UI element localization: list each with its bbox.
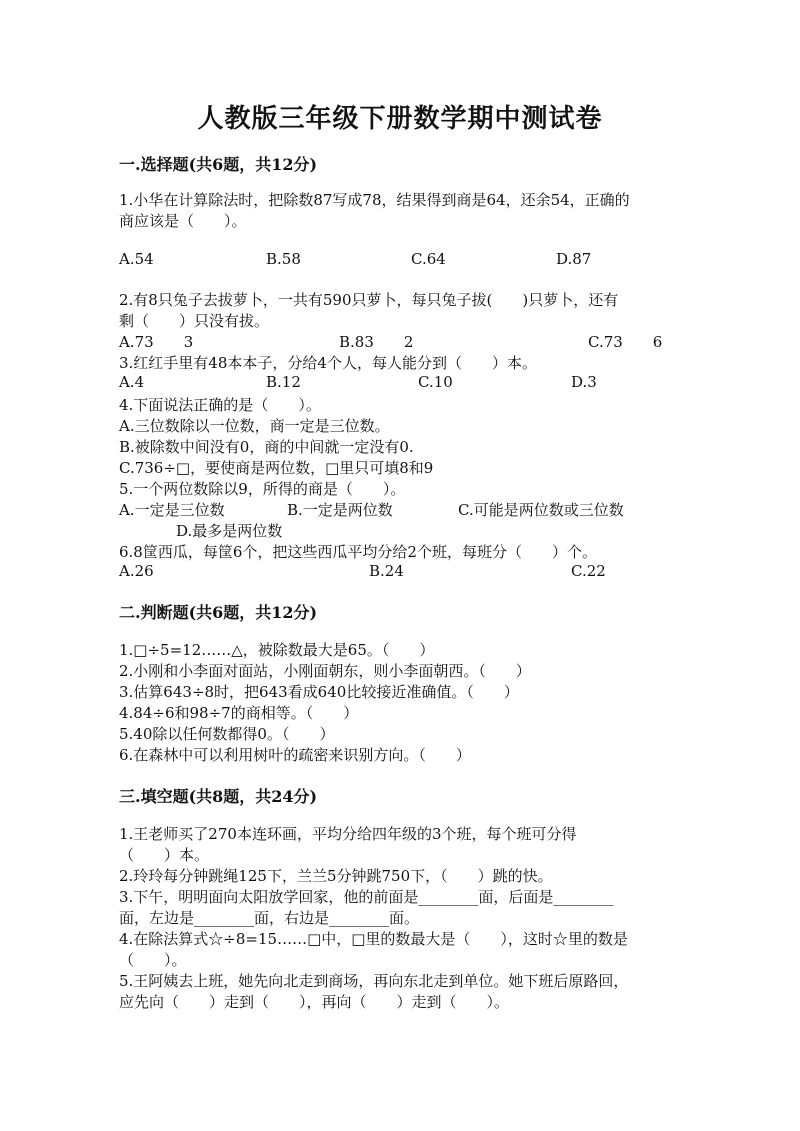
fill-line-2: （ ）本。 xyxy=(119,846,210,864)
judge-item-3: 3.估算643÷8时，把643看成640比较接近准确值。（ ） xyxy=(119,683,519,701)
section-heading-choice: 一.选择题(共6题，共12分) xyxy=(119,155,318,174)
fill-line-9: 应先向（ ）走到（ ），再向（ ）走到（ ）。 xyxy=(119,993,510,1011)
question-1-option-b: B.58 xyxy=(266,250,301,268)
fill-line-4: 3.下午，明明面向太阳放学回家，他的前面是________面，后面是________ xyxy=(119,888,614,906)
question-5-option-d: D.最多是两位数 xyxy=(176,522,283,540)
page-title: 人教版三年级下册数学期中测试卷 xyxy=(197,104,603,134)
question-2-line-1: 2.有8只兔子去拔萝卜，一共有590只萝卜，每只兔子拔( )只萝卜，还有 xyxy=(119,291,619,309)
fill-line-1: 1.王老师买了270本连环画，平均分给四年级的3个班，每个班可分得 xyxy=(119,825,577,843)
question-5-text: 5.一个两位数除以9，所得的商是（ ）。 xyxy=(119,480,406,498)
question-6-option-a: A.26 xyxy=(119,562,154,580)
question-1-option-c: C.64 xyxy=(411,250,446,268)
question-1-option-a: A.54 xyxy=(119,250,154,268)
question-4-option-c: C.736÷□，要使商是两位数，□里只可填8和9 xyxy=(119,459,434,477)
question-5-option-b: B.一定是两位数 xyxy=(287,501,393,519)
question-2-option-a: A.73 3 xyxy=(119,333,194,351)
fill-line-7: （ ）。 xyxy=(119,951,187,969)
question-2-line-2: 剩（ ）只没有拔。 xyxy=(119,312,270,330)
question-4-option-a: A.三位数除以一位数，商一定是三位数。 xyxy=(119,417,390,435)
fill-line-5: 面，左边是________面，右边是________面。 xyxy=(119,909,420,927)
question-3-option-c: C.10 xyxy=(418,373,453,391)
question-1-line-1: 1.小华在计算除法时，把除数87写成78，结果得到商是64，还余54，正确的 xyxy=(119,191,630,209)
judge-item-1: 1.□÷5=12……△，被除数最大是65。（ ） xyxy=(119,641,435,659)
judge-item-5: 5.40除以任何数都得0。（ ） xyxy=(119,725,335,743)
question-5-option-a: A.一定是三位数 xyxy=(119,501,225,519)
question-2-option-c: C.73 6 xyxy=(588,333,663,351)
question-6-option-b: B.24 xyxy=(369,562,404,580)
judge-item-6: 6.在森林中可以利用树叶的疏密来识别方向。（ ） xyxy=(119,746,471,764)
fill-line-8: 5.王阿姨去上班，她先向北走到商场，再向东北走到单位。她下班后原路回， xyxy=(119,972,629,990)
question-3-option-d: D.3 xyxy=(571,373,597,391)
fill-line-6: 4.在除法算式☆÷8=15……□中，□里的数最大是（ ），这时☆里的数是 xyxy=(119,930,628,948)
question-4-option-b: B.被除数中间没有0，商的中间就一定没有0. xyxy=(119,438,414,456)
section-heading-fill: 三.填空题(共8题，共24分) xyxy=(119,787,318,806)
question-6-text: 6.8筐西瓜，每筐6个，把这些西瓜平均分给2个班，每班分（ ）个。 xyxy=(119,543,597,561)
judge-item-4: 4.84÷6和98÷7的商相等。（ ） xyxy=(119,704,359,722)
question-2-option-b: B.83 2 xyxy=(339,333,414,351)
question-1-option-d: D.87 xyxy=(556,250,592,268)
question-5-option-c: C.可能是两位数或三位数 xyxy=(458,501,624,519)
fill-line-3: 2.玲玲每分钟跳绳125下，兰兰5分钟跳750下，（ ）跳的快。 xyxy=(119,867,553,885)
question-3-option-b: B.12 xyxy=(266,373,301,391)
question-1-line-2: 商应该是（ ）。 xyxy=(119,212,247,230)
question-4-text: 4.下面说法正确的是（ ）。 xyxy=(119,396,321,414)
judge-item-2: 2.小刚和小李面对面站，小刚面朝东，则小李面朝西。（ ） xyxy=(119,662,531,680)
question-3-option-a: A.4 xyxy=(119,373,145,391)
question-6-option-c: C.22 xyxy=(571,562,606,580)
question-3-text: 3.红红手里有48本本子，分给4个人，每人能分到（ ）本。 xyxy=(119,354,537,372)
section-heading-judge: 二.判断题(共6题，共12分) xyxy=(119,603,318,622)
